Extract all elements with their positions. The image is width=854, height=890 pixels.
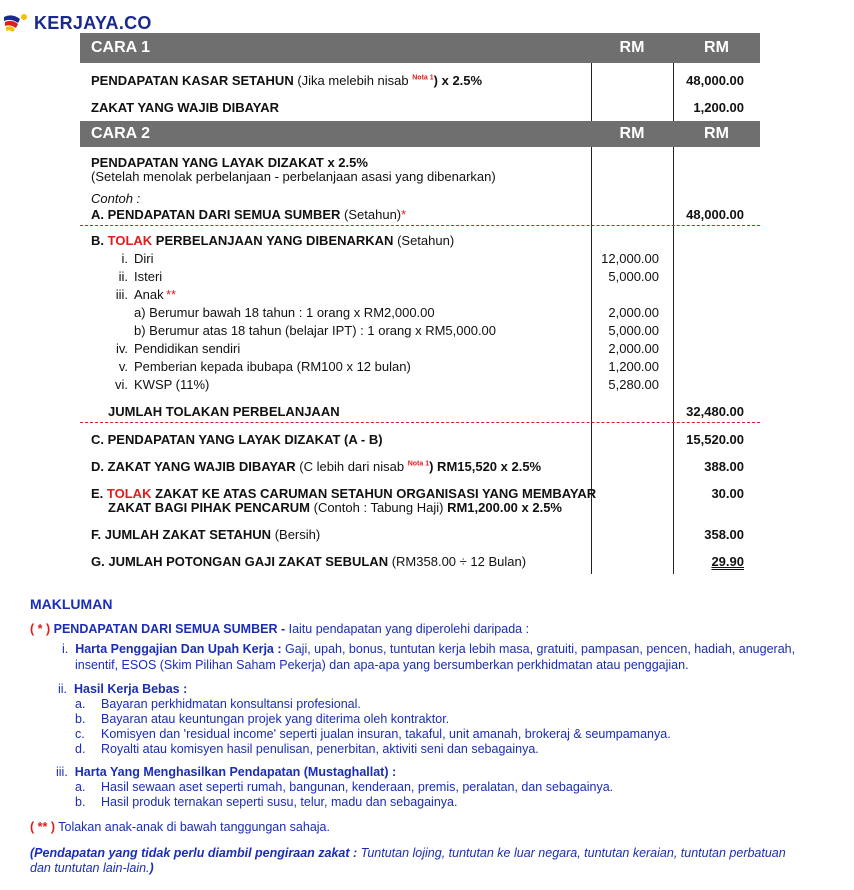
divider-a xyxy=(80,225,760,226)
deduction-amount: 5,000.00 xyxy=(608,323,659,338)
cara2-intro-note: (Setelah menolak perbelanjaan - perbelanjaan asasi yang dibenarkan) xyxy=(91,169,496,184)
note-ii: ii. Hasil Kerja Bebas : xyxy=(58,682,188,696)
note-iii-list xyxy=(75,780,613,810)
cara2-body: PENDAPATAN YANG LAYAK DIZAKAT x 2.5% (Setelah menolak perbelanjaan - perbelanjaan asasi yang dibenarkan) Contoh : A. PENDAPATAN DARI SEMUA SUMBER (Setahun)* 48,000.00 B. TOLAK PERBELANJAAN YANG DIBENARKAN (Setahun) i. Diri 12,000.00 ii. Isteri 5,000.00 iii. Anak ** a) Berumur bawah 18 tahun : 1 orang x RM2,000.00 2,000.00 b) Berumur atas 18 tahun (belajar IPT) : 1 orang x RM5,000.00 5,000.00 iv. Pendidikan sendiri 2,000.00 v. Pemberian kepada ibubapa (RM100 x 12 bulan) 1,200.00 vi. KWSP (11%) 5,280.00 JUMLAH TOLAKAN PERBELANJAAN 32,480.00 C. PENDAPATAN YANG LAYAK DIZAKAT (A - B) 15,520.00 D. ZAKAT YANG WAJIB DIBAYAR (C lebih dari nisab $^{Nota 1}$) RM15,520 x 2.5% 388.00 E. TOLAK ZAKAT KE ATAS CARUMAN SETAHUN ORGANISASI YANG MEMBAYAR 30.00 ZAKAT BAGI PIHAK PENCARUM (Contoh : Tabung Haji) RM1,200.00 x 2.5% F. JUMLAH ZAKAT SETAHUN (Bersih) 358.00 G. JUMLAH POTONGAN GAJI ZAKAT SEBULAN (RM358.00 ÷ 12 Bulan) 29.90 xyxy=(80,147,760,574)
cara1-amount-pendapatan: 48,000.00 xyxy=(686,73,744,88)
list-item: b. Hasil produk ternakan seperti susu, telur, madu dan sebagainya. xyxy=(75,795,458,809)
note-i: i. Harta Penggajian Dan Upah Kerja : Gaji, upah, bonus, tuntutan kerja lebih masa, gratuiti, pampasan, pencen, hadiah, anugerah, xyxy=(62,642,796,656)
deduction-amount: 5,000.00 xyxy=(608,269,659,284)
cara2-col2: RM xyxy=(704,125,729,142)
list-item: c. Komisyen dan 'residual income' seperti jualan insuran, takaful, unit amanah, brokeraj & seumpamanya. xyxy=(75,727,671,741)
cara1-col1: RM xyxy=(619,39,645,56)
deduction-amount: 5,280.00 xyxy=(608,377,659,392)
note-exclusion: (Pendapatan yang tidak perlu diambil pengiraan zakat : Tuntutan lojing, tuntutan ke luar negara, tuntutan keraian, tuntutan perbatuan xyxy=(30,846,786,860)
cara2-header xyxy=(80,121,760,147)
deduction-amount: 1,200.00 xyxy=(608,359,659,374)
amount-f: 358.00 xyxy=(704,527,744,542)
cara1-amount-zakat: 1,200.00 xyxy=(693,100,744,115)
makluman-title: MAKLUMAN xyxy=(30,596,113,612)
deduction-amount: 12,000.00 xyxy=(601,251,659,266)
list-item: b. Bayaran atau keuntungan projek yang diterima oleh kontraktor. xyxy=(75,712,450,726)
contoh-label: Contoh : xyxy=(91,191,141,206)
brand-name: KERJAYA.CO xyxy=(34,12,152,33)
cara2-title: CARA 2 xyxy=(91,125,150,142)
cara2-col1: RM xyxy=(619,125,645,142)
note-ii-list xyxy=(75,697,671,757)
amount-g: 29.90 xyxy=(711,554,744,569)
zakat-table xyxy=(80,33,760,574)
logo-flag-icon xyxy=(2,11,32,35)
note-star2: ( ** ) Tolakan anak-anak di bawah tanggungan sahaja. xyxy=(30,820,330,834)
deduction-amount: 2,000.00 xyxy=(608,305,659,320)
cara1-title: CARA 1 xyxy=(91,39,150,56)
cara1-header xyxy=(80,33,760,63)
cara1-col2: RM xyxy=(704,39,729,56)
cara1-body: PENDAPATAN KASAR SETAHUN (Jika melebih nisab $^{Nota 1}$) x 2.5% 48,000.00 ZAKAT YANG WAJIB DIBAYAR 1,200.00 xyxy=(80,63,760,121)
list-item: a. Bayaran perkhidmatan konsultansi profesional. xyxy=(75,697,361,711)
amount-e: 30.00 xyxy=(711,486,744,501)
amount-a: 48,000.00 xyxy=(686,207,744,222)
list-item: d. Royalti atau komisyen hasil penulisan, penerbitan, aktiviti seni dan sebagainya. xyxy=(75,742,539,756)
divider-b xyxy=(80,422,760,423)
amount-d: 388.00 xyxy=(704,459,744,474)
note-star1: ( * ) PENDAPATAN DARI SEMUA SUMBER - Iaitu pendapatan yang diperolehi daripada : xyxy=(30,622,530,636)
deduction-amount: 2,000.00 xyxy=(608,341,659,356)
note-iii: iii. Harta Yang Menghasilkan Pendapatan (Mustaghallat) : xyxy=(56,765,397,779)
note-i-cont: insentif, ESOS (Skim Pilihan Saham Pekerja) dan apa-apa yang bersumberkan perkhidmatan atau penggajian. xyxy=(75,658,689,672)
list-item: a. Hasil sewaan aset seperti rumah, bangunan, kenderaan, premis, peralatan, dan sebagainya. xyxy=(75,780,614,794)
amount-jumlah-tolakan: 32,480.00 xyxy=(686,404,744,419)
amount-c: 15,520.00 xyxy=(686,432,744,447)
